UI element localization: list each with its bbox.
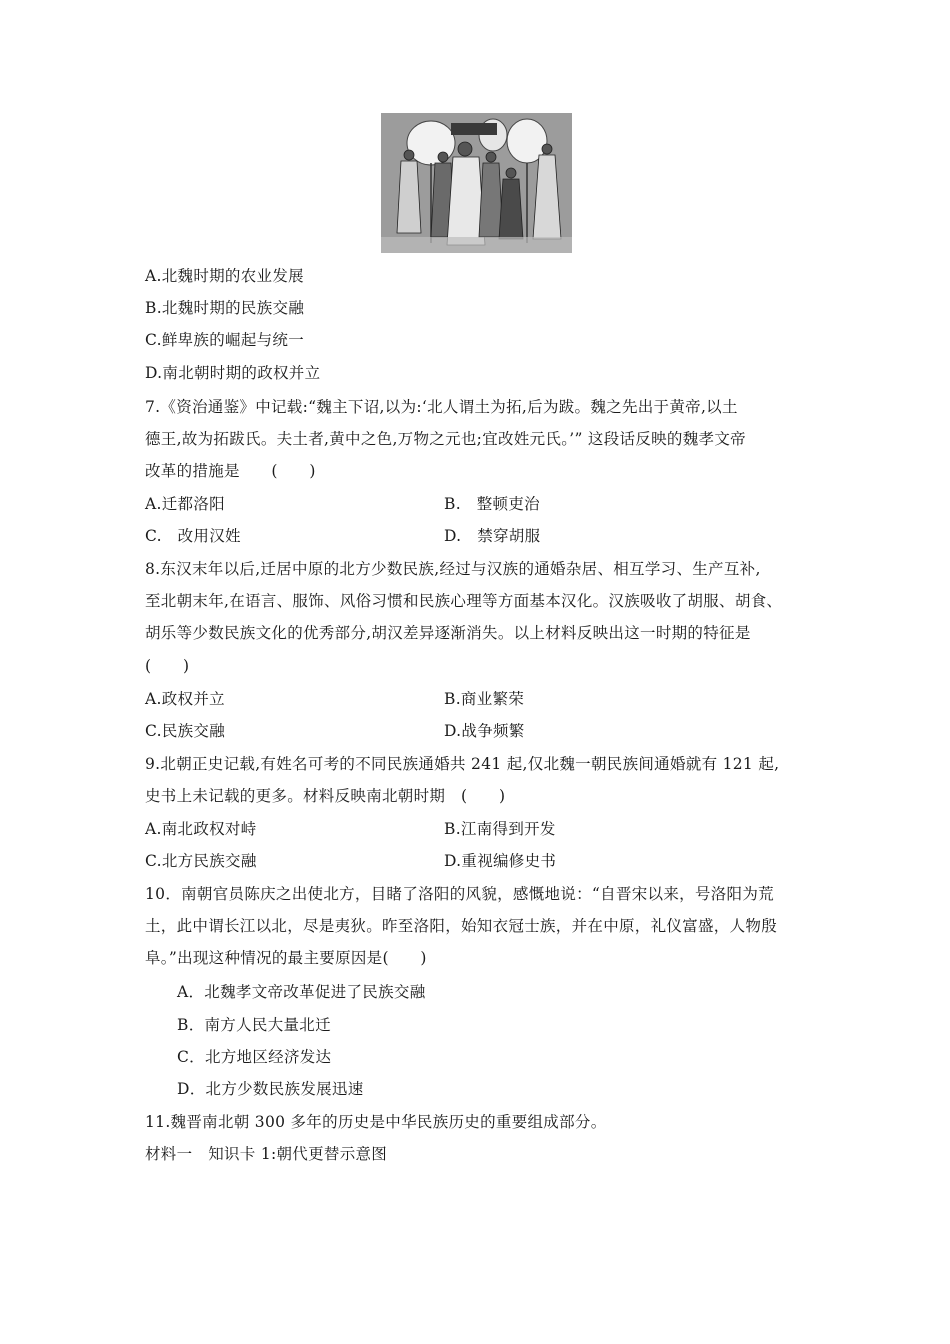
q8-option-b: B.商业繁荣 [444, 690, 525, 708]
q7-option-b: B. 整顿吏治 [444, 495, 540, 513]
q8-option-d: D.战争频繁 [444, 722, 525, 740]
q6-option-d: D.南北朝时期的政权并立 [145, 364, 321, 382]
q10-option-d: D．北方少数民族发展迅速 [177, 1080, 364, 1098]
q7-stem-line-3: 改革的措施是 ( ) [145, 462, 316, 480]
q8-stem-line-1: 8.东汉末年以后,迁居中原的北方少数民族,经过与汉族的通婚杂居、相互学习、生产互补, [145, 560, 761, 578]
q8-option-c: C.民族交融 [145, 722, 226, 740]
q8-stem-line-2: 至北朝末年,在语言、服饰、风俗习惯和民族心理等方面基本汉化。汉族吸收了胡服、胡食、 [145, 592, 783, 610]
q9-stem-line-2: 史书上未记载的更多。材料反映南北朝时期 ( ) [145, 787, 506, 805]
q11-material-heading: 材料一 知识卡 1:朝代更替示意图 [145, 1145, 388, 1163]
q6-option-c: C.鲜卑族的崛起与统一 [145, 331, 305, 349]
q7-stem-line-2: 德王,故为拓跋氏。夫土者,黄中之色,万物之元也;宜改姓元氏。’” 这段话反映的魏孝文帝 [145, 430, 746, 448]
q7-option-c: C. 改用汉姓 [145, 527, 241, 545]
q10-stem-line-2: 土，此中谓长江以北，尽是夷狄。昨至洛阳，始知衣冠士族，并在中原，礼仪富盛，人物殷 [145, 917, 778, 935]
q9-option-c: C.北方民族交融 [145, 852, 257, 870]
q9-option-b: B.江南得到开发 [444, 820, 556, 838]
q7-option-a: A.迁都洛阳 [145, 495, 225, 513]
q10-option-b: B．南方人民大量北迁 [177, 1016, 331, 1034]
q10-option-c: C．北方地区经济发达 [177, 1048, 332, 1066]
q11-stem-line-1: 11.魏晋南北朝 300 多年的历史是中华民族历史的重要组成部分。 [145, 1113, 607, 1131]
q9-option-a: A.南北政权对峙 [145, 820, 257, 838]
q10-option-a: A．北魏孝文帝改革促进了民族交融 [177, 983, 426, 1001]
q8-stem-line-3: 胡乐等少数民族文化的优秀部分,胡汉差异逐渐消失。以上材料反映出这一时期的特征是 [145, 624, 751, 642]
q6-option-b: B.北魏时期的民族交融 [145, 299, 305, 317]
q7-option-d: D. 禁穿胡服 [444, 527, 541, 545]
q8-option-a: A.政权并立 [145, 690, 225, 708]
painting-emperor-procession [381, 113, 572, 253]
q6-option-a: A.北魏时期的农业发展 [145, 267, 304, 285]
q10-stem-line-3: 阜。”出现这种情况的最主要原因是( ) [145, 949, 427, 967]
q9-stem-line-1: 9.北朝正史记载,有姓名可考的不同民族通婚共 241 起,仅北魏一朝民族间通婚就有 121 起, [145, 755, 780, 773]
q9-option-d: D.重视编修史书 [444, 852, 557, 870]
q7-stem-line-1: 7.《资治通鉴》中记载:“魏主下诏,以为:‘北人谓土为拓,后为跋。魏之先出于黄帝,以土 [145, 398, 738, 416]
q10-stem-line-1: 10．南朝官员陈庆之出使北方，目睹了洛阳的风貌，感慨地说：“自晋宋以来，号洛阳为荒 [145, 885, 774, 903]
q8-stem-line-4: ( ) [145, 657, 190, 675]
